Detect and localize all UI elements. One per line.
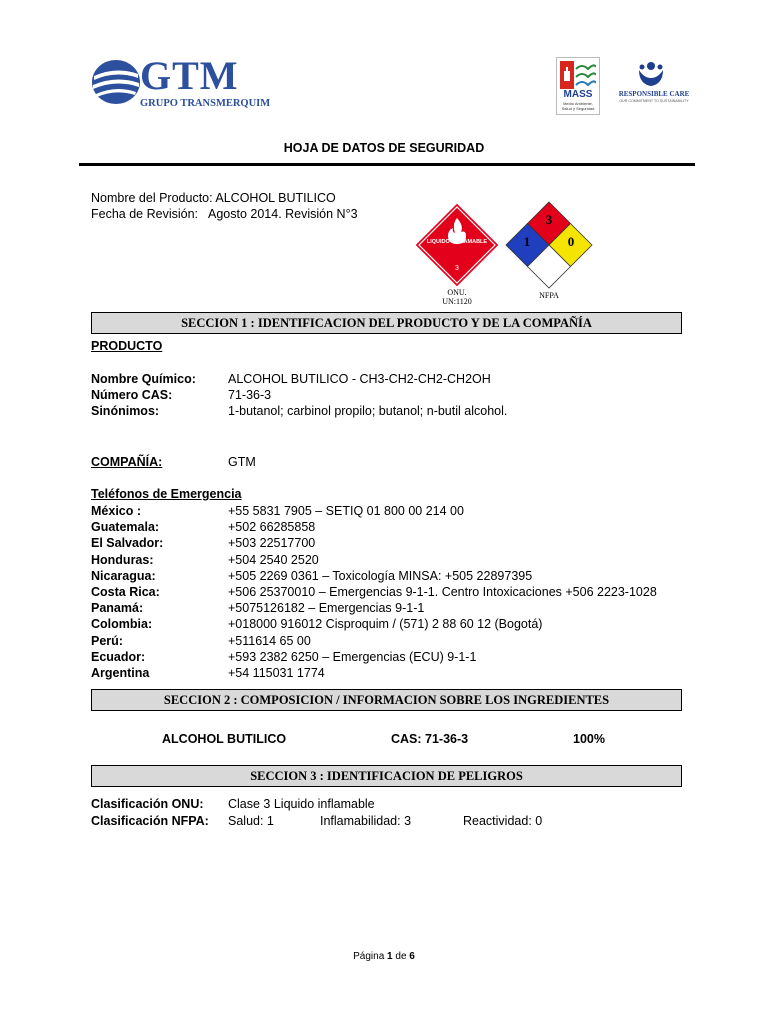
ingredient-name: ALCOHOL BUTILICO [162, 732, 287, 746]
rc-label: RESPONSIBLE CARE [618, 90, 690, 98]
phone-label: México : [91, 504, 142, 518]
rc-caption: OUR COMMITMENT TO SUSTAINABILITY [619, 99, 689, 103]
page-word: Página [353, 951, 385, 962]
globe-icon [90, 58, 142, 106]
phone-label: Guatemala: [91, 520, 160, 535]
page-total: 6 [409, 951, 415, 962]
of-word: de [395, 951, 407, 962]
phone-value: +55 5831 7905 – SETIQ 01 800 00 214 00 [228, 504, 464, 518]
flammable-liquid-pictogram [414, 202, 500, 288]
phone-value: +502 66285858 [228, 520, 316, 535]
nfpa-label: NFPA [539, 291, 559, 300]
page-number: 1 [387, 951, 393, 962]
section-2-header: SECCION 2 : COMPOSICION / INFORMACION SOBRE LOS INGREDIENTES [91, 689, 682, 711]
product-info-label: Nombre Químico: [91, 372, 196, 386]
phone-label: El Salvador: [91, 536, 164, 551]
responsible-care-icon [636, 60, 666, 88]
phone-label: Perú: [91, 633, 123, 648]
nfpa-classification-label: Clasificación NFPA: [91, 814, 209, 828]
producto-heading: PRODUCTO [91, 339, 163, 353]
nfpa-reactividad: Reactividad: 0 [463, 814, 543, 828]
document-title: HOJA DE DATOS DE SEGURIDAD [283, 141, 485, 155]
mass-logo [556, 57, 600, 115]
mass-caption-2: Salud y Seguridad [561, 106, 595, 111]
onu-classification-value: Clase 3 Liquido inflamable [228, 797, 375, 811]
product-info-label: Sinónimos: [91, 404, 160, 418]
phone-label: Honduras: [91, 552, 154, 567]
phone-value: +504 2540 2520 [228, 552, 319, 567]
phone-value: +54 115031 1774 [228, 666, 325, 680]
responsible-care-logo [612, 50, 696, 124]
revision-label: Fecha de Revisión: [91, 207, 199, 221]
page-footer [0, 951, 768, 962]
ghs-class: 3 [455, 265, 459, 272]
phone-label: Colombia: [91, 617, 153, 632]
nfpa-red-value: 3 [545, 212, 553, 227]
title-rule [79, 163, 695, 166]
phone-value: +5075126182 – Emergencias 9-1-1 [228, 601, 425, 616]
mass-hand-icon [560, 61, 596, 89]
nfpa-blue-value: 1 [523, 234, 531, 249]
phone-value: +505 2269 0361 – Toxicología MINSA: +505 22897395 [228, 568, 533, 583]
product-info-value: 71-36-3 [228, 388, 272, 402]
product-info-value: 1-butanol; carbinol propilo; butanol; n-butil alcohol. [228, 404, 508, 418]
product-info-label: Número CAS: [91, 388, 173, 402]
logo-subtitle: GRUPO TRANSMERQUIM [140, 98, 271, 109]
phone-label: Argentina [91, 666, 150, 680]
phone-value: +506 25370010 – Emergencias 9-1-1. Centro Intoxicaciones +506 2223-1028 [228, 585, 657, 599]
phone-label: Panamá: [91, 601, 144, 616]
ghs-text: LIQUIDO INFLAMABLE [426, 239, 488, 245]
emergency-title: Teléfonos de Emergencia [91, 487, 242, 501]
phone-value: +503 22517700 [228, 536, 316, 551]
nfpa-salud: Salud: 1 [228, 814, 274, 828]
phone-label: Ecuador: [91, 649, 146, 664]
phone-label: Costa Rica: [91, 585, 160, 599]
ingredient-percent: 100% [573, 732, 605, 746]
section-3-header: SECCION 3 : IDENTIFICACION DE PELIGROS [91, 765, 682, 787]
section-1-header: SECCION 1 : IDENTIFICACION DEL PRODUCTO Y DE LA COMPAÑÍA [91, 312, 682, 334]
onu-label: ONU. [447, 288, 467, 297]
mass-caption-1: Medio Ambiente, [563, 101, 593, 106]
nfpa-inflamabilidad: Inflamabilidad: 3 [320, 814, 412, 828]
phone-value: +511614 65 00 [228, 633, 311, 648]
product-line: Nombre del Producto: ALCOHOL BUTILICO [91, 191, 336, 205]
onu-classification-label: Clasificación ONU: [91, 797, 204, 811]
gtm-logo [88, 53, 271, 112]
logo-text: GTM [140, 53, 239, 98]
company-label: COMPAÑÍA: [91, 455, 163, 469]
phone-value: +593 2382 6250 – Emergencias (ECU) 9-1-1 [228, 649, 477, 664]
un-number: UN:1120 [442, 297, 472, 306]
mass-label: MASS [563, 89, 593, 100]
product-info-value: ALCOHOL BUTILICO - CH3-CH2-CH2-CH2OH [228, 372, 491, 386]
phone-value: +018000 916012 Cisproquim / (571) 2 88 60 12 (Bogotá) [228, 617, 543, 632]
company-value: GTM [228, 455, 256, 469]
ingredient-cas: CAS: 71-36-3 [391, 732, 469, 746]
nfpa-yellow-value: 0 [567, 234, 575, 249]
phone-label: Nicaragua: [91, 568, 156, 583]
revision-value: Agosto 2014. Revisión N°3 [208, 207, 358, 221]
